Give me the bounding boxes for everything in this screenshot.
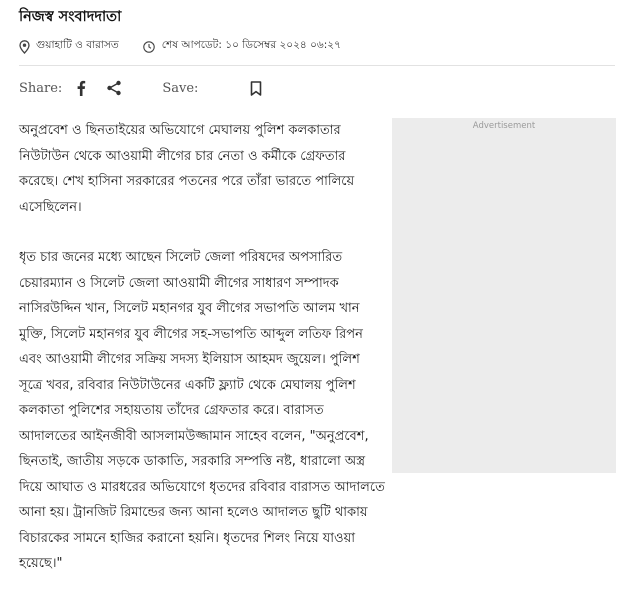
share-toolbar <box>19 80 262 96</box>
article-location: গুয়াহাটি ও বারাসত <box>36 39 119 51</box>
share-icon[interactable] <box>106 80 122 96</box>
facebook-icon[interactable] <box>76 80 86 96</box>
divider <box>19 65 615 66</box>
article-paragraph: ধৃত চার জনের মধ্যে আছেন সিলেট জেলা পরিষদের অপসারিত চেয়ারম্যান ও সিলেট জেলা আওয়ামী লীগের সাধারণ সম্পাদক নাসিরউদ্দিন খান, সিলেট মহানগর যুব লীগের সভাপতি আলম খান মুক্তি, সিলেট মহানগর যুব লীগের সহ-সভাপতি আব্দুল লতিফ রিপন এবং আওয়ামী লীগের সক্রিয় সদস্য ইলিয়াস আহমদ জুয়েল। পুলিশ সূত্রে খবর, রবিবার নিউটাউনের একটি ফ্ল্যাট থেকে মেঘালয় পুলিশ কলকাতা পুলিশের সহায়তায় তাঁদের গ্রেফতার করে। বারাসত আদালতের আইনজীবী আসলামউজ্জামান সাহেব বলেন, "অনুপ্রবেশ, ছিনতাই, জাতীয় সড়কে ডাকাতি, সরকারি সম্পত্তি নষ্ট, ধারালো অস্ত্র দিয়ে আঘাত ও মারধরের অভিযোগে ধৃতদের রবিবার বারাসত আদালতে আনা হয়। ট্রানজিট রিমান্ডের জন্য আনা হলেও আদালত ছুটি থাকায় বিচারকের সামনে হাজির করানো হয়নি। ধৃতদের শিলং নিয়ে যাওয়া হয়েছে।" <box>19 250 385 571</box>
article-updated-time: শেষ আপডেট: ১০ ডিসেম্বর ২০২৪ ০৬:২৭ <box>161 39 341 51</box>
save-label: Save: <box>162 80 199 96</box>
advertisement-label: Advertisement <box>472 121 536 131</box>
article-body <box>19 118 385 602</box>
share-label: Share: <box>19 80 63 96</box>
bookmark-icon[interactable] <box>250 81 262 96</box>
map-pin-icon <box>19 40 30 54</box>
author-byline: নিজস্ব সংবাদদাতা <box>19 9 122 25</box>
article-meta <box>19 38 341 55</box>
article-paragraph: অনুপ্রবেশ ও ছিনতাইয়ের অভিযোগে মেঘালয় পুলিশ কলকাতার নিউটাউন থেকে আওয়ামী লীগের চার নেতা ও কর্মীকে গ্রেফতার করেছে। শেখ হাসিনা সরকারের পতনের পরে তাঁরা ভারতে পালিয়ে এসেছিলেন। <box>19 123 355 215</box>
clock-icon <box>143 41 155 53</box>
advertisement-slot[interactable] <box>392 118 616 473</box>
